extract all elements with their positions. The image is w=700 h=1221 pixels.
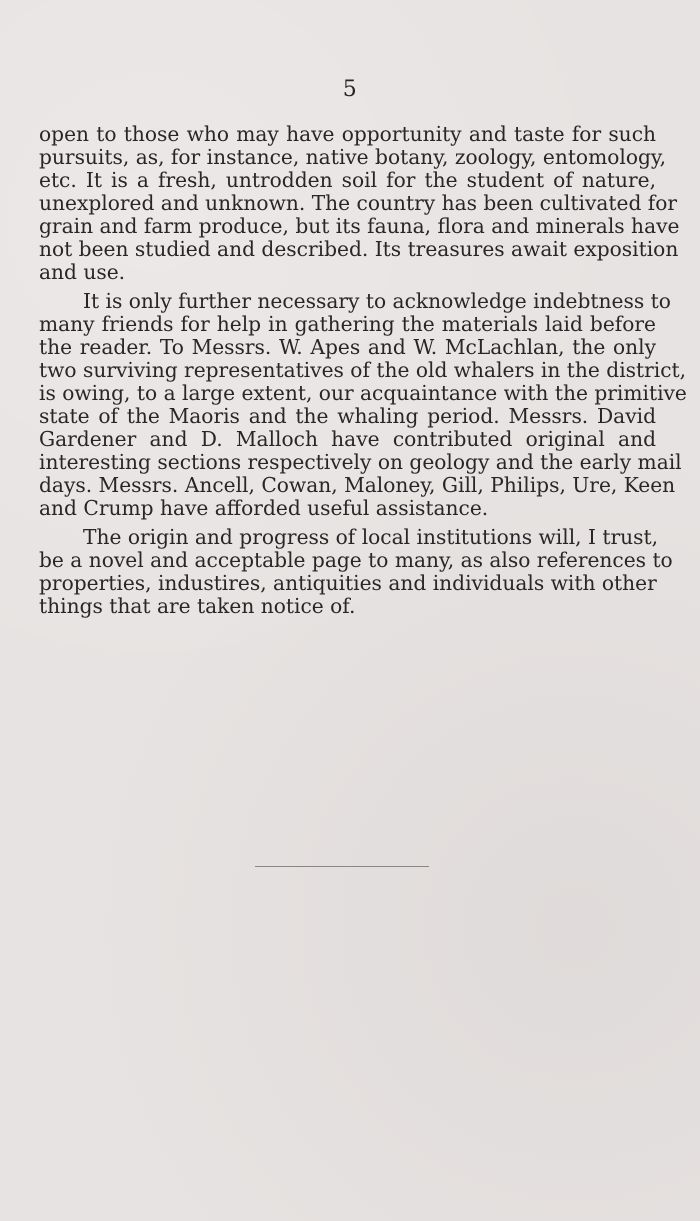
text-line: pursuits, as, for instance, native botany, zoology, entomology,: [39, 145, 667, 169]
text-line: things that are taken notice of.: [39, 594, 356, 618]
text-line: the reader. To Messrs. W. Apes and W. McLachlan, the only: [39, 335, 656, 359]
text-line: and use.: [39, 260, 126, 284]
body-text: [39, 122, 687, 624]
text-line: Gardener and D. Malloch have contributed original and: [39, 427, 656, 451]
text-line: etc. It is a fresh, untrodden soil for the student of nature,: [39, 168, 656, 192]
text-line: days. Messrs. Ancell, Cowan, Maloney, Gill, Philips, Ure, Keen: [39, 473, 676, 497]
section-divider: [255, 866, 429, 867]
paragraph-2: [39, 289, 687, 520]
text-line: properties, industires, antiquities and individuals with other: [39, 571, 657, 595]
text-line: be a novel and acceptable page to many, as also references to: [39, 548, 673, 572]
text-line: open to those who may have opportunity and taste for such: [39, 122, 656, 146]
text-line: two surviving representatives of the old whalers in the district,: [39, 358, 687, 382]
text-line: grain and farm produce, but its fauna, flora and minerals have: [39, 214, 680, 238]
page-number: 5: [342, 77, 358, 102]
text-line: is owing, to a large extent, our acquaintance with the primitive: [39, 381, 687, 405]
text-line: and Crump have afforded useful assistance.: [39, 496, 489, 520]
text-line: interesting sections respectively on geology and the early mail: [39, 450, 682, 474]
text-line: state of the Maoris and the whaling period. Messrs. David: [39, 404, 656, 428]
text-line: not been studied and described. Its treasures await exposition: [39, 237, 679, 261]
text-line: It is only further necessary to acknowledge indebtness to: [83, 289, 671, 313]
text-line: unexplored and unknown. The country has been cultivated for: [39, 191, 678, 215]
text-line: many friends for help in gathering the materials laid before: [39, 312, 656, 336]
paragraph-3: [39, 525, 673, 618]
paragraph-1: [39, 122, 680, 284]
text-line: The origin and progress of local institutions will, I trust,: [83, 525, 659, 549]
